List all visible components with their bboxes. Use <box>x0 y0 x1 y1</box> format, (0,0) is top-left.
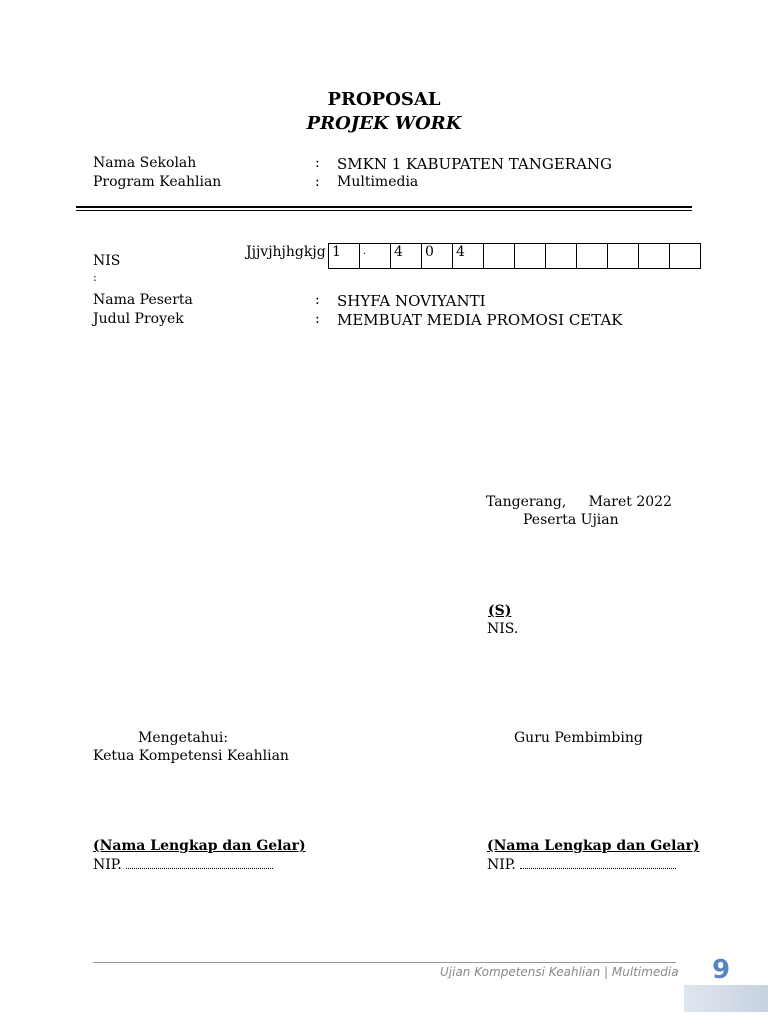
supervisor-name: (Nama Lengkap dan Gelar) <box>487 838 700 854</box>
footer-divider <box>93 962 676 963</box>
nis-cell: . <box>360 244 391 269</box>
signer-role: Peserta Ujian <box>523 512 619 528</box>
footer-text: Ujian Kompetensi Keahlian | Multimedia <box>440 965 679 979</box>
nis-label: NIS <box>93 253 121 269</box>
participant-name-label: Nama Peserta <box>93 292 193 308</box>
nis-colon: : <box>93 271 97 284</box>
colon: : <box>315 155 320 171</box>
nis-cell <box>608 244 639 269</box>
head-of-program-name: (Nama Lengkap dan Gelar) <box>93 838 306 854</box>
nip-dotted-line <box>520 858 676 869</box>
document-subtitle: PROJEK WORK <box>306 113 462 134</box>
project-title-value: MEMBUAT MEDIA PROMOSI CETAK <box>337 311 623 329</box>
divider-thick <box>76 206 692 208</box>
divider-thin <box>76 210 692 211</box>
nis-cell <box>546 244 577 269</box>
school-name-value: SMKN 1 KABUPATEN TANGERANG <box>337 155 613 173</box>
colon: : <box>315 311 320 327</box>
place-date: Tangerang, Maret 2022 <box>486 494 672 510</box>
nis-cell <box>670 244 701 269</box>
nis-prefix-text: Jjjvjhjhgkjg <box>246 244 326 260</box>
signer-name: (S) <box>488 603 512 619</box>
colon: : <box>315 292 320 308</box>
document-title: PROPOSAL <box>327 89 441 110</box>
program-value: Multimedia <box>337 174 419 190</box>
nis-cell <box>515 244 546 269</box>
project-title-label: Judul Proyek <box>93 311 184 327</box>
school-name-label: Nama Sekolah <box>93 155 197 171</box>
program-label: Program Keahlian <box>93 174 222 190</box>
colon: : <box>315 174 320 190</box>
nis-cell: 1 <box>329 244 360 269</box>
nis-cell: 0 <box>422 244 453 269</box>
page-number-tab <box>684 985 768 1012</box>
nis-cell: 4 <box>453 244 484 269</box>
page-number: 9 <box>712 955 731 985</box>
nip-label: NIP. <box>487 857 516 873</box>
nis-boxes <box>328 243 701 269</box>
supervisor-role: Guru Pembimbing <box>514 730 643 746</box>
head-of-program-role: Ketua Kompetensi Keahlian <box>93 748 289 764</box>
nis-cell: 4 <box>391 244 422 269</box>
approval-heading: Mengetahui: <box>138 730 229 746</box>
nip-dotted-line <box>126 858 273 869</box>
nis-cell <box>639 244 670 269</box>
supervisor-nip <box>487 857 676 873</box>
participant-name-value: SHYFA NOVIYANTI <box>337 292 486 310</box>
nis-cell <box>484 244 515 269</box>
nis-cell <box>577 244 608 269</box>
head-of-program-nip <box>93 857 273 873</box>
nip-label: NIP. <box>93 857 122 873</box>
signer-nis: NIS. <box>487 621 519 637</box>
